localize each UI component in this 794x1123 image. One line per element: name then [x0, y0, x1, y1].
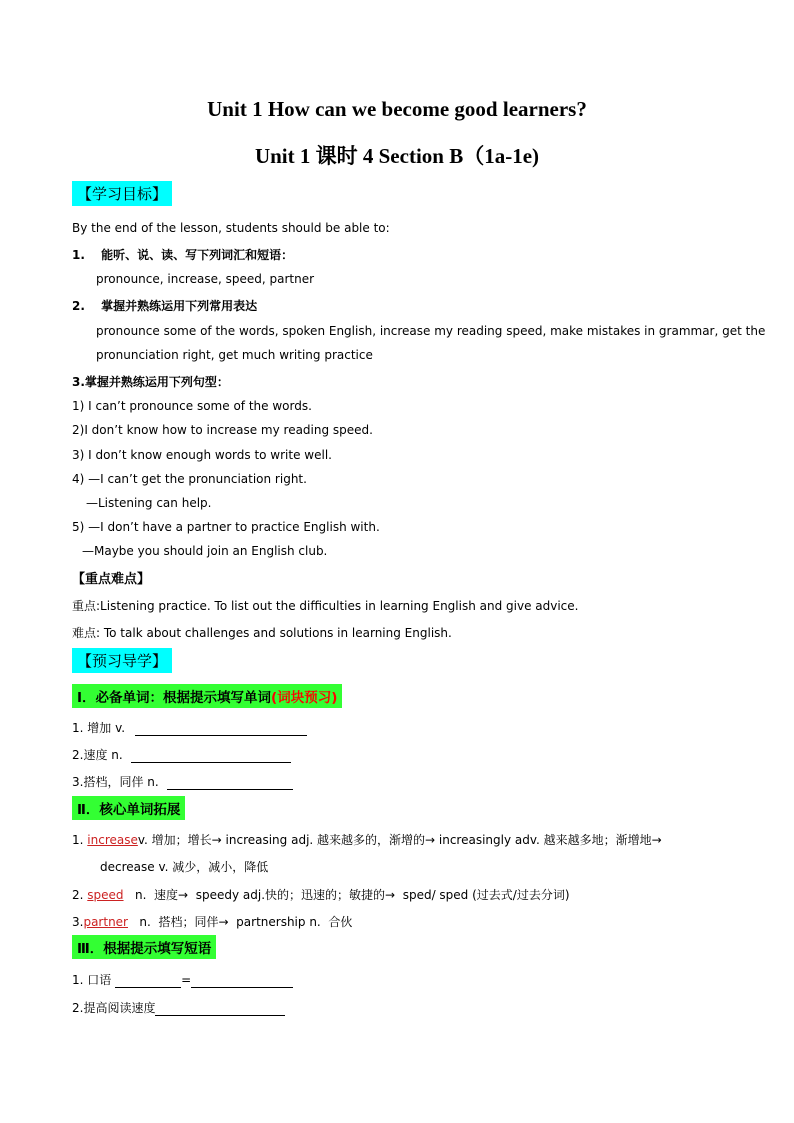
objective-item-1-num: 1.	[72, 248, 85, 262]
phrase-blank-1	[72, 971, 293, 988]
phrase-blank-2-line[interactable]	[155, 1002, 285, 1016]
main-title: Unit 1 How can we become good learners?	[207, 97, 587, 121]
objective-item-2-line2: pronunciation right, get much writing practice	[96, 348, 373, 362]
word-blank-1-label: 1. 增加 v.	[72, 721, 126, 735]
word-blank-2	[72, 746, 291, 763]
phrase-blank-2	[72, 999, 285, 1016]
expansion-item-1	[72, 831, 662, 848]
word-blank-2-label: 2.速度 n.	[72, 748, 123, 762]
sentence-2: 2)I don’t know how to increase my reading speed.	[72, 423, 373, 437]
key-points-header: 【重点难点】	[72, 572, 151, 587]
phrase-blank-1-label: 1. 口语	[72, 973, 112, 987]
phrase-blank-1-line-b[interactable]	[191, 974, 293, 988]
objective-item-2	[72, 297, 257, 314]
phrase-blank-1-line-a[interactable]	[115, 974, 181, 988]
word-blank-1	[72, 719, 307, 736]
phrase-blank-1-equals: =	[181, 973, 192, 987]
phrase-blank-2-label: 2.提高阅读速度	[72, 1001, 156, 1015]
word-blank-3-label: 3.搭档，同伴 n.	[72, 775, 159, 789]
key-point: 重点:Listening practice. To list out the difficulties in learning English and give advice.	[72, 599, 579, 613]
section2-title: Ⅱ．核心单词拓展	[72, 796, 185, 820]
objective-item-1-text: 能听、说、读、写下列词汇和短语：	[101, 248, 294, 262]
section1-note: (词块预习)	[271, 690, 338, 706]
objective-item-1	[72, 246, 293, 263]
sub-title: Unit 1 课时 4 Section B（1a-1e)	[254, 144, 540, 168]
word-blank-1-line[interactable]	[135, 722, 307, 736]
objective-item-2-num: 2.	[72, 299, 85, 313]
sentence-3: 3) I don’t know enough words to write well.	[72, 448, 332, 462]
expansion-item-3-rest: n. 搭档；同伴→ partnership n. 合伙	[127, 915, 353, 929]
expansion-item-1-line2: decrease v. 减少，减小，降低	[100, 860, 269, 874]
sentence-5-answer: —Maybe you should join an English club.	[82, 544, 328, 558]
preview-header: 【预习导学】	[72, 648, 172, 673]
difficult-point: 难点: To talk about challenges and solutions in learning English.	[72, 626, 452, 640]
objectives-intro: By the end of the lesson, students should be able to:	[72, 221, 390, 235]
objective-item-3: 3.掌握并熟练运用下列句型：	[72, 375, 229, 389]
expansion-item-1-num: 1.	[72, 833, 84, 847]
section1-title	[72, 684, 342, 708]
expansion-item-1-word: increase	[87, 833, 138, 847]
sentence-1: 1) I can’t pronounce some of the words.	[72, 399, 312, 413]
expansion-item-1-rest: v. 增加；增长→ increasing adj. 越来越多的，渐增的→ increasingly adv. 越来越多地；渐增地→	[137, 833, 662, 847]
section3-title: Ⅲ．根据提示填写短语	[72, 935, 216, 959]
sentence-5: 5) —I don’t have a partner to practice English with.	[72, 520, 380, 534]
expansion-item-3-num: 3.	[72, 915, 84, 929]
objectives-header: 【学习目标】	[72, 181, 172, 206]
word-blank-2-line[interactable]	[131, 749, 291, 763]
expansion-item-3-word: partner	[83, 915, 128, 929]
expansion-item-2-rest: n. 速度→ speedy adj.快的；迅速的；敏捷的→ sped/ sped (过去式/过去分词)	[123, 888, 570, 902]
word-blank-3	[72, 773, 293, 790]
objective-item-2-line1: pronounce some of the words, spoken English, increase my reading speed, make mistakes in grammar, get the	[96, 324, 766, 338]
objective-item-2-text: 掌握并熟练运用下列常用表达	[101, 299, 258, 313]
expansion-item-2-word: speed	[87, 888, 124, 902]
expansion-item-2	[72, 886, 570, 903]
objective-item-1-words: pronounce, increase, speed, partner	[96, 272, 315, 286]
sentence-4: 4) —I can’t get the pronunciation right.	[72, 472, 307, 486]
word-blank-3-line[interactable]	[167, 776, 293, 790]
expansion-item-3	[72, 913, 352, 930]
expansion-item-2-num: 2.	[72, 888, 84, 902]
section1-title-text: Ⅰ．必备单词：根据提示填写单词	[77, 690, 272, 706]
sentence-4-answer: —Listening can help.	[86, 496, 212, 510]
